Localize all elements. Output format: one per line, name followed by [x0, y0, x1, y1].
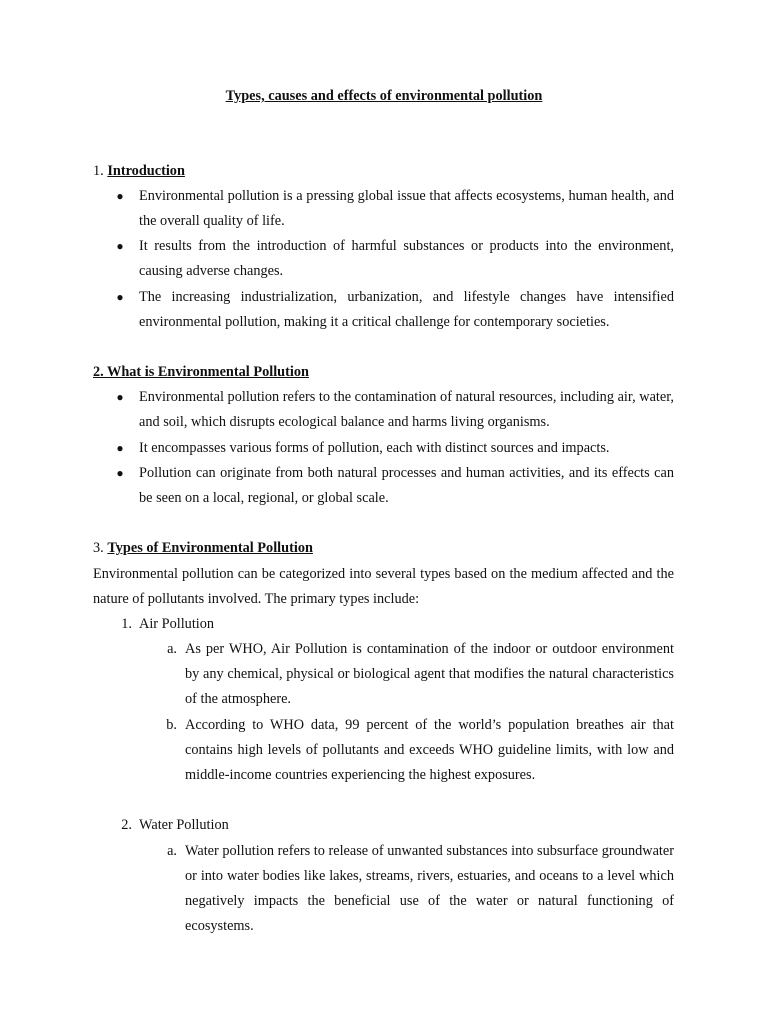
list-item: Environmental pollution refers to the contamination of natural resources, including air, water, and soil, which disrupts ecological balance and harms living organisms.	[139, 389, 674, 431]
section-heading-introduction	[93, 159, 674, 184]
section-number: 3.	[93, 540, 104, 556]
list-item-label: Air Pollution	[139, 616, 215, 632]
section-heading-types	[93, 536, 674, 561]
sublist-marker: a.	[167, 641, 177, 657]
list-item: Pollution can originate from both natural processes and human activities, and its effects can be seen on a local, regional, or global scale.	[139, 465, 674, 507]
section-number: 1.	[93, 163, 104, 179]
section-title: 2. What is Environmental Pollution	[93, 364, 309, 380]
sublist-item: Water pollution refers to release of unwanted substances into subsurface groundwater or into water bodies like lakes, streams, rivers, estuaries, and oceans to a level which negatively impacts the beneficial use of the water or natural functioning of ecosystems.	[185, 843, 674, 935]
sublist-marker: b.	[166, 717, 177, 733]
sublist-item: As per WHO, Air Pollution is contamination of the indoor or outdoor environment by any chemical, physical or biological agent that modifies the natural characteristics of the atmosphere.	[185, 641, 674, 708]
bullet-icon: ●	[116, 390, 124, 404]
bullet-icon: ●	[116, 189, 124, 203]
sublist-item: According to WHO data, 99 percent of the world’s population breathes air that contains high levels of pollutants and exceeds WHO guideline limits, with low and middle-income countries experiencing the highest exposures.	[185, 717, 674, 784]
list-number: 1.	[121, 616, 132, 632]
bullet-icon: ●	[116, 441, 124, 455]
list-item: Environmental pollution is a pressing global issue that affects ecosystems, human health, and the overall quality of life.	[139, 188, 674, 230]
section-heading-what-is	[93, 360, 674, 385]
list-item: The increasing industrialization, urbanization, and lifestyle changes have intensified environmental pollution, making it a critical challenge for contemporary societies.	[139, 289, 674, 331]
section-title: Types of Environmental Pollution	[107, 540, 313, 556]
sublist-marker: a.	[167, 843, 177, 859]
list-item: It results from the introduction of harmful substances or products into the environment, causing adverse changes.	[139, 238, 674, 280]
bullet-icon: ●	[116, 239, 124, 253]
section-title: Introduction	[107, 163, 185, 179]
section-paragraph: Environmental pollution can be categorized into several types based on the medium affected and the nature of pollutants involved. The primary types include:	[93, 566, 674, 608]
bullet-icon: ●	[116, 466, 124, 480]
list-item: It encompasses various forms of pollution, each with distinct sources and impacts.	[139, 440, 610, 456]
page-title: Types, causes and effects of environmental pollution	[225, 88, 543, 104]
list-number: 2.	[121, 817, 132, 833]
list-item-label: Water Pollution	[139, 817, 229, 833]
bullet-icon: ●	[116, 290, 124, 304]
